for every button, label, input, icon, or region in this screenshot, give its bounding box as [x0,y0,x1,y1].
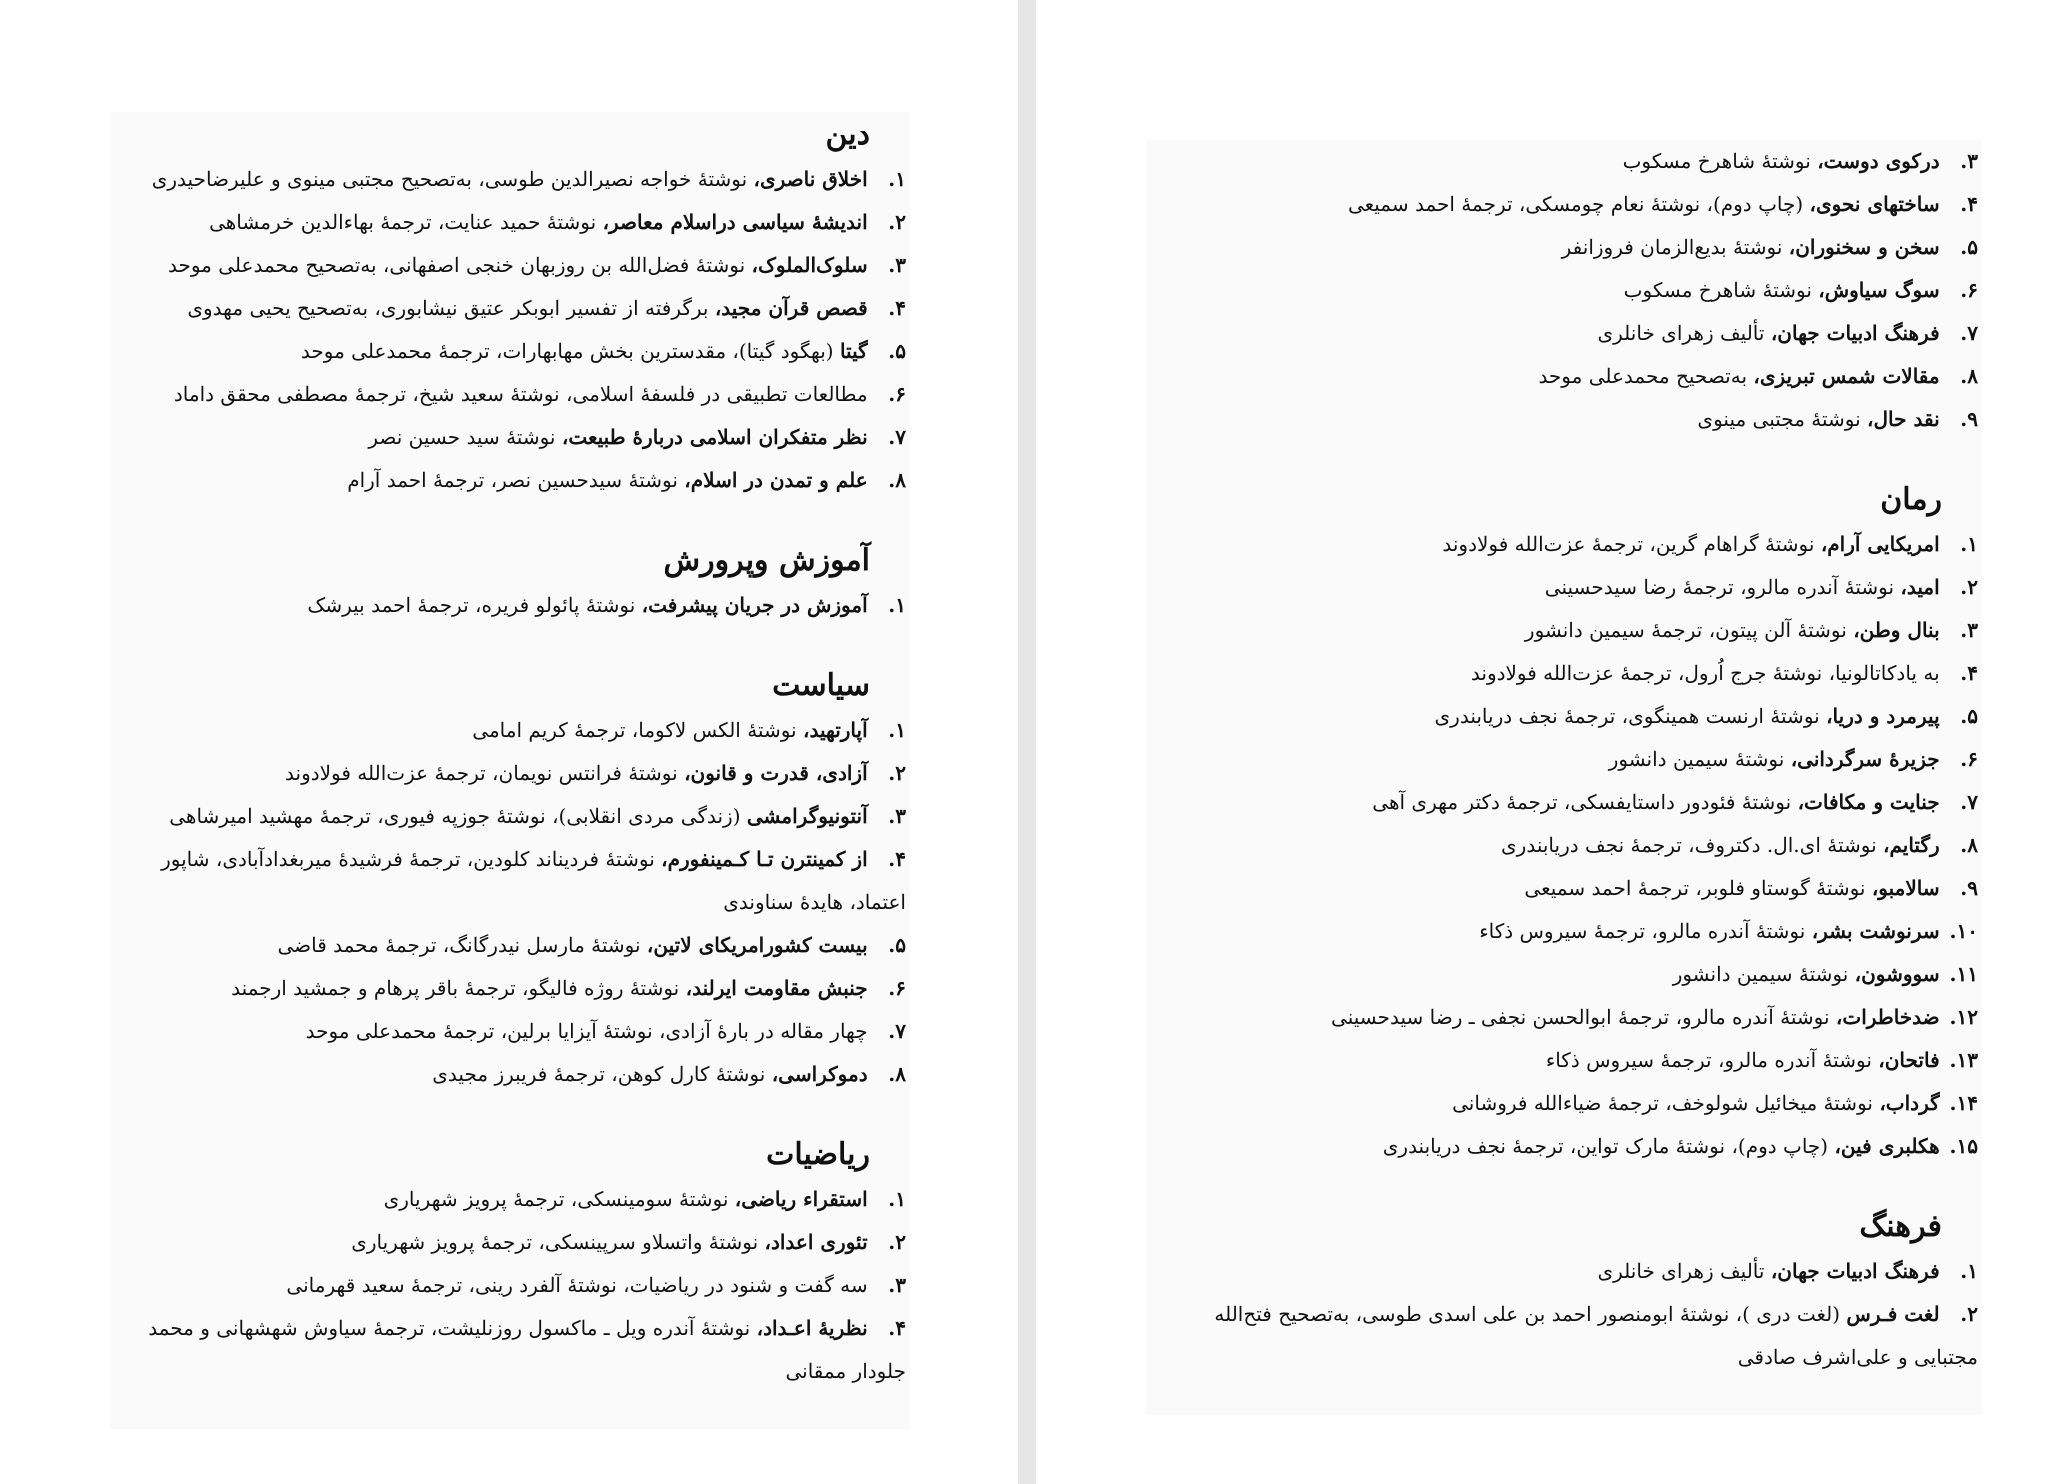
item-number: ۲. [888,1230,906,1254]
book-details: نوشتهٔ سومینسکی، ترجمهٔ پرویز شهریاری [383,1187,735,1211]
book-details: نوشتهٔ فئودور داستایفسکی، ترجمهٔ دکتر مهری آهی [1372,790,1798,814]
right-page [1036,0,2053,1484]
list-item [110,158,910,201]
book-details: برگرفته از تفسیر ابوبکر عتیق نیشابوری، به‌تصحیح یحیی مهدوی [187,296,715,320]
section-title: آموزش وپرورش [663,543,870,578]
item-number: ۱۵. [1949,1134,1978,1158]
item-number: ۶. [888,976,906,1000]
item-number: ۱۰. [1949,919,1978,943]
book-details: نوشتهٔ الکس لاکوما، ترجمهٔ کریم امامی [472,718,803,742]
book-list [1146,140,1982,441]
book-details: نوشتهٔ مارسل نیدرگانگ، ترجمهٔ محمد قاضی [277,933,647,957]
item-number: ۱۳. [1949,1048,1978,1072]
item-number: ۳. [1960,618,1978,642]
item-number: ۸. [888,468,906,492]
book-details: نوشتهٔ کارل کوهن، ترجمهٔ فریبرز مجیدی [432,1062,772,1086]
book-details: نوشتهٔ فردیناند کلودین، ترجمهٔ فرشیدهٔ میربغدادآبادی، شاپور اعتماد، هایدهٔ سناوندی [161,847,906,914]
book-details: نوشتهٔ روژه فالیگو، ترجمهٔ باقر پرهام و جمشید ارجمند [231,976,686,1000]
section [1146,477,1982,1168]
item-number: ۳. [888,1273,906,1297]
book-list [1146,523,1982,1168]
book-title: دموکراسی، [771,1062,868,1086]
list-item [1146,312,1982,355]
book-details: نوشتهٔ ارنست همینگوی، ترجمهٔ نجف دریابندری [1434,704,1827,728]
book-title: مقالات شمس تبریزی، [1753,364,1940,388]
book-title: گرداب، [1879,1091,1940,1115]
list-item [1146,824,1982,867]
item-number: ۹. [1960,876,1978,900]
book-details: نوشتهٔ شاهرخ مسکوب [1623,278,1819,302]
list-item [110,1010,910,1053]
book-details: تألیف زهرای خانلری [1597,1259,1771,1283]
list-item [110,416,910,459]
book-details: نوشتهٔ میخائیل شولوخف، ترجمهٔ ضیاءالله فروشانی [1452,1091,1880,1115]
book-details: نوشتهٔ فضل‌الله بن روزبهان خنجی اصفهانی، به‌تصحیح محمدعلی موحد [167,253,752,277]
section [110,663,910,1096]
book-title: اندیشهٔ سیاسی دراسلام معاصر، [602,210,868,234]
item-number: ۵. [1960,704,1978,728]
book-title: ضدخاطرات، [1835,1005,1940,1029]
list-item [1146,1039,1982,1082]
list-item [1146,398,1982,441]
book-details: نوشتهٔ آندره مالرو، ترجمهٔ رضا سیدحسینی [1544,575,1901,599]
book-title: تئوری اعداد، [764,1230,868,1254]
list-item [1146,652,1982,695]
section-title: فرهنگ [1859,1209,1942,1244]
list-item [1146,1125,1982,1168]
book-details: نوشتهٔ مجتبی مینوی [1697,407,1868,431]
item-number: ۴. [1960,661,1978,685]
right-page-content [1146,140,1982,1415]
list-item [110,1307,910,1393]
list-item [1146,953,1982,996]
book-title: بنال وطن، [1853,618,1940,642]
book-details: نوشتهٔ حمید عنایت، ترجمهٔ بهاءالدین خرمشاهی [209,210,603,234]
book-title: نظریهٔ اعـداد، [756,1316,868,1340]
item-number: ۹. [1960,407,1978,431]
list-item [1146,781,1982,824]
item-number: ۴. [888,1316,906,1340]
list-item [1146,523,1982,566]
book-details: نوشتهٔ پائولو فریره، ترجمهٔ احمد بیرشک [307,593,642,617]
item-number: ۱۲. [1949,1005,1978,1029]
item-number: ۷. [888,425,906,449]
book-title: هکلبری فین، [1834,1134,1940,1158]
list-item [110,924,910,967]
section [110,1132,910,1393]
list-item [110,330,910,373]
book-title: جنبش مقاومت ایرلند، [685,976,868,1000]
list-item [1146,996,1982,1039]
book-list [110,584,910,627]
book-title: آپارتهید، [802,718,868,742]
list-item [110,1178,910,1221]
list-item [110,1221,910,1264]
item-number: ۴. [1960,192,1978,216]
book-title: فرهنگ ادبیات جهان، [1770,321,1940,345]
item-number: ۶. [1960,747,1978,771]
book-details: (بهگود گیتا)، مقدسترین بخش مهابهارات، ترجمهٔ محمدعلی موحد [300,339,840,363]
book-title: سالامبو، [1871,876,1940,900]
list-item [1146,355,1982,398]
book-details: نوشتهٔ واتسلاو سرپینسکی، ترجمهٔ پرویز شهریاری [351,1230,765,1254]
book-title: سلوک‌الملوک، [751,253,868,277]
book-details: نوشتهٔ سیمین دانشور [1672,962,1855,986]
section [110,538,910,627]
left-page [0,0,1018,1484]
book-title: لغت فـرس [1846,1302,1940,1326]
list-item [1146,269,1982,312]
book-details: (زندگی مردی انقلابی)، نوشتهٔ جوزپه فیوری، ترجمهٔ مهشید امیرشاهی [169,804,747,828]
list-item [110,201,910,244]
book-details: سه گفت و شنود در ریاضیات، نوشتهٔ آلفرد رینی، ترجمهٔ سعید قهرمانی [286,1273,868,1297]
item-number: ۱۱. [1949,962,1978,986]
item-number: ۵. [1960,235,1978,259]
list-item [110,795,910,838]
book-details: نوشتهٔ ای.ال. دکتروف، ترجمهٔ نجف دریابندری [1501,833,1883,857]
item-number: ۶. [1960,278,1978,302]
item-number: ۷. [1960,321,1978,345]
book-title: گیتا [839,339,868,363]
left-page-content [110,112,910,1429]
book-list [110,158,910,502]
book-title: آزادی، قدرت و قانون، [684,761,868,785]
book-title: آنتونیوگرامشی [746,804,868,828]
item-number: ۲. [1960,1302,1978,1326]
book-details: چهار مقاله در بارهٔ آزادی، نوشتهٔ آیزایا برلین، ترجمهٔ محمدعلی موحد [305,1019,868,1043]
book-title: رگتایم، [1883,833,1940,857]
item-number: ۴. [888,296,906,320]
list-item [1146,140,1982,183]
list-item [1146,1293,1982,1379]
book-list [1146,1250,1982,1379]
item-number: ۱. [1960,1259,1978,1283]
item-number: ۱. [888,167,906,191]
item-number: ۱۴. [1949,1091,1978,1115]
item-number: ۲. [1960,575,1978,599]
item-number: ۳. [888,804,906,828]
section-title: سیاست [772,668,870,703]
list-item [1146,183,1982,226]
book-title: از کمینترن تـا کـمینفورم، [661,847,868,871]
section [1146,1204,1982,1379]
book-details: به‌تصحیح محمدعلی موحد [1538,364,1754,388]
book-details: نوشتهٔ آندره ویل ـ ماکسول روزنلیشت، ترجمهٔ سیاوش شهشهانی و محمد جلودار ممقانی [148,1316,906,1383]
book-title: آموزش در جریان پیشرفت، [641,593,868,617]
item-number: ۱. [888,1187,906,1211]
book-details: نوشتهٔ سیدحسین نصر، ترجمهٔ احمد آرام [347,468,685,492]
book-details: به یادکاتالونیا، نوشتهٔ جرج اُرول، ترجمهٔ عزت‌الله فولادوند [1470,661,1940,685]
list-item [110,287,910,330]
book-title: بیست کشورامریکای لاتین، [646,933,868,957]
book-details: (چاپ دوم)، نوشتهٔ مارک تواین، ترجمهٔ نجف دریابندری [1382,1134,1835,1158]
book-title: اخلاق ناصری، [753,167,868,191]
book-title: قصص قرآن مجید، [714,296,868,320]
book-details: نوشتهٔ شاهرخ مسکوب [1622,149,1818,173]
book-details: نوشتهٔ سیمین دانشور [1608,747,1791,771]
item-number: ۷. [888,1019,906,1043]
book-title: سوگ سیاوش، [1818,278,1940,302]
list-item [110,373,910,416]
item-number: ۶. [888,382,906,406]
book-title: امریکایی آرام، [1820,532,1940,556]
book-details: نوشتهٔ سید حسین نصر [368,425,562,449]
item-number: ۸. [1960,833,1978,857]
section [110,112,910,502]
book-details: نوشتهٔ بدیع‌الزمان فروزانفر [1561,235,1789,259]
list-item [110,967,910,1010]
item-number: ۳. [888,253,906,277]
book-title: درکوی دوست، [1817,149,1940,173]
list-item [1146,1082,1982,1125]
item-number: ۱. [888,718,906,742]
book-title: جزیرهٔ سرگردانی، [1790,747,1940,771]
list-item [1146,566,1982,609]
list-item [110,1053,910,1096]
book-list [110,1178,910,1393]
list-item [1146,695,1982,738]
section [1146,140,1982,441]
item-number: ۵. [888,339,906,363]
book-title: سووشون، [1854,962,1940,986]
item-number: ۸. [888,1062,906,1086]
item-number: ۱. [1960,532,1978,556]
book-title: ساختهای نحوی، [1809,192,1940,216]
book-details: نوشتهٔ خواجه نصیرالدین طوسی، به‌تصحیح مجتبی مینوی و علیرضاحیدری [151,167,754,191]
item-number: ۲. [888,210,906,234]
item-number: ۷. [1960,790,1978,814]
list-item [110,459,910,502]
book-details: (لغت دری )، نوشتهٔ ابومنصور احمد بن علی اسدی طوسی، به‌تصحیح فتح‌الله مجتبایی و علی‌اشرف صادقی [1214,1302,1978,1369]
book-details: نوشتهٔ آندره مالرو، ترجمهٔ سیروس ذکاء [1545,1048,1879,1072]
list-item [110,584,910,627]
book-title: امید، [1900,575,1940,599]
book-details: نوشتهٔ آندره مالرو، ترجمهٔ سیروس ذکاء [1479,919,1812,943]
list-item [1146,609,1982,652]
book-details: نوشتهٔ گوستاو فلوبر، ترجمهٔ احمد سمیعی [1524,876,1872,900]
list-item [1146,226,1982,269]
book-title: علم و تمدن در اسلام، [684,468,868,492]
book-title: پیرمرد و دریا، [1826,704,1940,728]
book-title: نظر متفکران اسلامی دربارهٔ طبیعت، [561,425,868,449]
section-title: دین [825,117,870,152]
book-title: جنایت و مکافات، [1797,790,1940,814]
book-title: استقراء ریاضی، [734,1187,868,1211]
book-title: سرنوشت بشر، [1811,919,1940,943]
book-details: نوشتهٔ گراهام گرین، ترجمهٔ عزت‌الله فولادوند [1442,532,1821,556]
book-details: نوشتهٔ آلن پیتون، ترجمهٔ سیمین دانشور [1524,618,1854,642]
list-item [110,838,910,924]
list-item [1146,738,1982,781]
list-item [1146,867,1982,910]
item-number: ۵. [888,933,906,957]
section-title: رمان [1880,482,1942,517]
book-list [110,709,910,1096]
list-item [1146,1250,1982,1293]
book-details: نوشتهٔ فرانتس نویمان، ترجمهٔ عزت‌الله فولادوند [285,761,685,785]
book-title: فرهنگ ادبیات جهان، [1770,1259,1940,1283]
list-item [1146,910,1982,953]
item-number: ۸. [1960,364,1978,388]
item-number: ۳. [1960,149,1978,173]
item-number: ۱. [888,593,906,617]
book-details: نوشتهٔ آندره مالرو، ترجمهٔ ابوالحسن نجفی ـ رضا سیدحسینی [1331,1005,1836,1029]
list-item [110,244,910,287]
list-item [110,752,910,795]
book-title: نقد حال، [1867,407,1940,431]
book-title: فاتحان، [1878,1048,1940,1072]
item-number: ۲. [888,761,906,785]
book-details: مطالعات تطبیقی در فلسفهٔ اسلامی، نوشتهٔ سعید شیخ، ترجمهٔ مصطفی محقق داماد [173,382,868,406]
item-number: ۴. [888,847,906,871]
section-title: ریاضیات [766,1137,870,1172]
book-details: (چاپ دوم)، نوشتهٔ نعام چومسکی، ترجمهٔ احمد سمیعی [1347,192,1810,216]
book-title: سخن و سخنوران، [1788,235,1940,259]
list-item [110,1264,910,1307]
book-details: تألیف زهرای خانلری [1597,321,1771,345]
list-item [110,709,910,752]
